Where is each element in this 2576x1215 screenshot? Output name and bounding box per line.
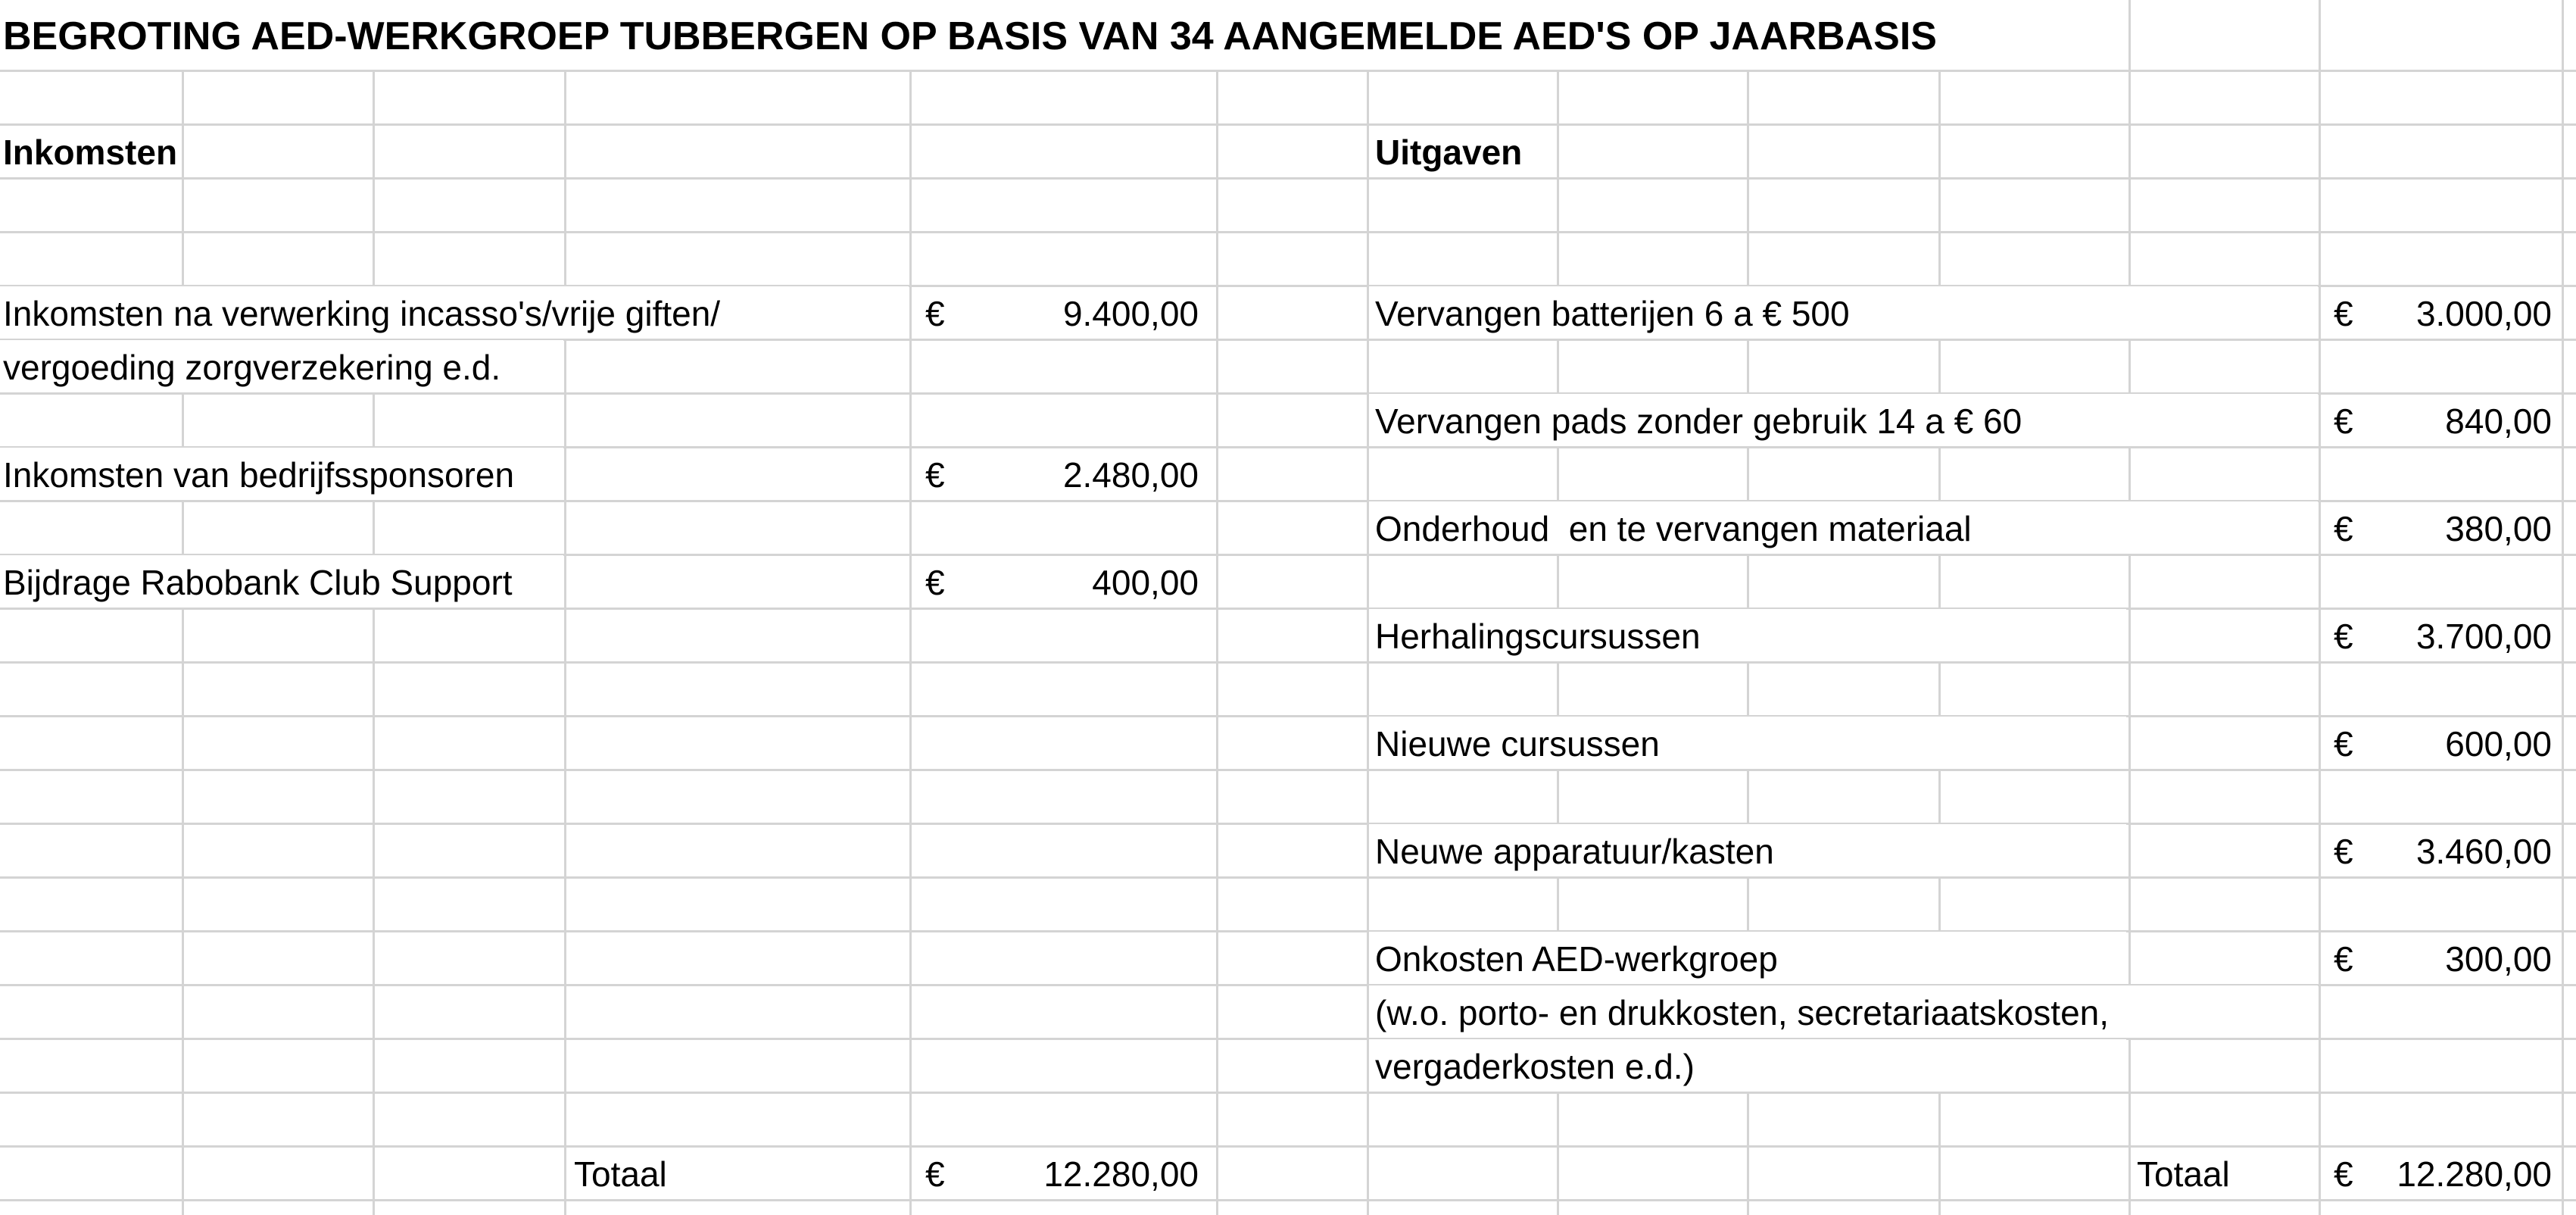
expense-item-label: Vervangen batterijen 6 a € 500 bbox=[1375, 294, 1850, 333]
currency-symbol: € bbox=[2334, 1154, 2353, 1194]
expense-item-label-line3: vergaderkosten e.d.) bbox=[1375, 1047, 1695, 1086]
grid-row-line bbox=[0, 876, 2576, 879]
grid-row-line bbox=[0, 177, 2576, 180]
income-item-label: Inkomsten na verwerking incasso's/vrije giften/ bbox=[3, 294, 721, 333]
grid-row-line bbox=[0, 1038, 2576, 1040]
grid-row-line bbox=[0, 1092, 2576, 1094]
expense-item-amount: 3.460,00 bbox=[2415, 832, 2552, 871]
expense-item-amount: 3.700,00 bbox=[2415, 617, 2552, 656]
grid-row-line bbox=[0, 769, 2576, 771]
grid-row-line bbox=[0, 123, 2576, 126]
expenses-total-label: Totaal bbox=[2137, 1154, 2230, 1194]
grid-row-line bbox=[0, 823, 2576, 825]
income-item-amount: 400,00 bbox=[1092, 563, 1199, 602]
income-item-label: Bijdrage Rabobank Club Support bbox=[3, 563, 513, 602]
sheet-title: BEGROTING AED-WERKGROEP TUBBERGEN OP BASIS VAN 34 AANGEMELDE AED'S OP JAARBASIS bbox=[3, 14, 1937, 58]
currency-symbol: € bbox=[2334, 832, 2353, 871]
expense-item-amount: 300,00 bbox=[2445, 939, 2552, 979]
currency-symbol: € bbox=[2334, 724, 2353, 764]
expenses-total-amount: 12.280,00 bbox=[2397, 1154, 2552, 1194]
grid-row-line bbox=[0, 715, 2576, 717]
currency-symbol: € bbox=[2334, 401, 2353, 441]
income-heading: Inkomsten bbox=[3, 133, 178, 172]
income-item-amount: 9.400,00 bbox=[1062, 294, 1199, 333]
expense-item-label: Neuwe apparatuur/kasten bbox=[1375, 832, 1774, 871]
expense-item-label: Vervangen pads zonder gebruik 14 a € 60 bbox=[1375, 401, 2022, 441]
income-item-label: Inkomsten van bedrijfssponsoren bbox=[3, 455, 515, 495]
currency-symbol: € bbox=[2334, 939, 2353, 979]
expense-item-amount: 3.000,00 bbox=[2415, 294, 2552, 333]
expense-item-amount: 380,00 bbox=[2445, 509, 2552, 548]
grid-row-line bbox=[0, 930, 2576, 932]
income-item-amount: 2.480,00 bbox=[1062, 455, 1199, 495]
grid-row-line bbox=[0, 1145, 2576, 1148]
currency-symbol: € bbox=[925, 294, 945, 333]
expense-item-label-line2: (w.o. porto- en drukkosten, secretariaatskosten, bbox=[1375, 993, 2110, 1032]
expense-item-label: Onkosten AED-werkgroep bbox=[1375, 939, 1778, 979]
income-total-amount: 12.280,00 bbox=[1043, 1154, 1199, 1194]
currency-symbol: € bbox=[925, 455, 945, 495]
currency-symbol: € bbox=[2334, 617, 2353, 656]
expense-item-label: Onderhoud en te vervangen materiaal bbox=[1375, 509, 1972, 548]
currency-symbol: € bbox=[925, 563, 945, 602]
grid-row-line bbox=[0, 231, 2576, 233]
expense-item-amount: 600,00 bbox=[2445, 724, 2552, 764]
expense-item-label: Herhalingscursussen bbox=[1375, 617, 1701, 656]
income-total-label: Totaal bbox=[574, 1154, 667, 1194]
expense-item-amount: 840,00 bbox=[2445, 401, 2552, 441]
expense-item-label: Nieuwe cursussen bbox=[1375, 724, 1660, 764]
currency-symbol: € bbox=[2334, 509, 2353, 548]
grid-row-line bbox=[0, 70, 2576, 72]
grid-row-line bbox=[0, 661, 2576, 664]
currency-symbol: € bbox=[925, 1154, 945, 1194]
income-item-label-line2: vergoeding zorgverzekering e.d. bbox=[3, 348, 501, 387]
expenses-heading: Uitgaven bbox=[1375, 133, 1523, 172]
currency-symbol: € bbox=[2334, 294, 2353, 333]
